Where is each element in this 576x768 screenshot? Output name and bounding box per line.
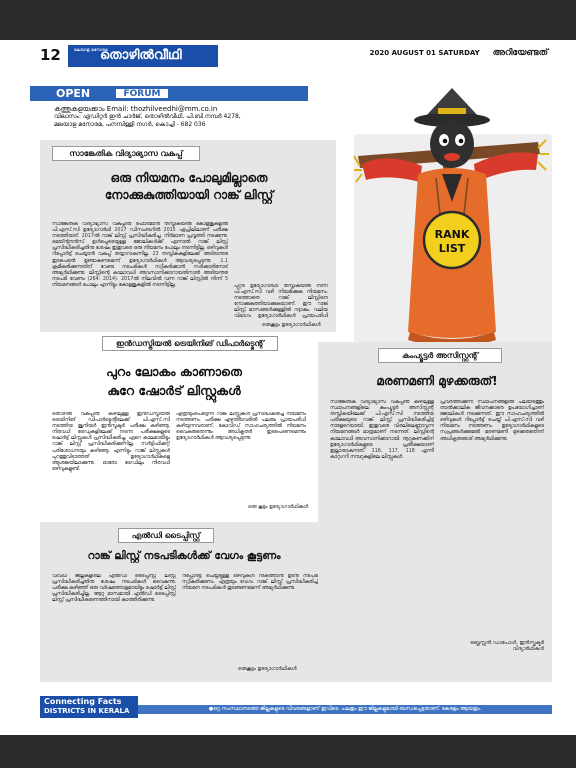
article1-col1: സാങ്കേതിക വിദ്യാഭ്യാസ വകുപ്പിൽ ഫോർമാൻ തസ്തികയിൽ കോളജുകളിൽ പി.എസ്.സി ഉദ്യോഗാർഥി 2017 ഡിസംബറിൽ 2015 ഏപ്രിലിലാണ് പരീക്ഷ നടത്തിയത്. 2017ൽ റാങ്ക് ലിസ്റ്റ് പ്രസിദ്ധീകരിച്ചു. നിർമാണ പ്രവൃത്തി നടക്കുന്നു. മെയ്ന്റനൻസ് ഉൾപ്പെടെയുള്ള ജോലികൾക്ക് എന്നാൽ റാങ്ക് ലിസ്റ്റ് പ്രസിദ്ധീകരിച്ചതിനു ശേഷം ഇതുവരെ ഒരു നിയമനം പോലും നടന്നിട്ടില്ല. ഒഴിവുകൾ റിപ്പോർട്ട് ചെയ്യാൻ വകുപ്പ് തയ്യാറാകുന്നില്ല. 23 തസ്തികകളിലേക്ക് അടിയന്തര ഇടപെടൽ ഉണ്ടാകണമെന്ന് ഉദ്യോഗാർഥികൾ ആവശ്യപ്പെടുന്നു. 1.1 ക്രമീകരിക്കുന്നതിന് വേണ്ട നടപടികൾ സ്വീകരിക്കാൻ സർക്കാരിനോട് അഭ്യർഥിക്കുന്നു. ലിസ്റ്റിന്റെ കാലാവധി അവസാനിക്കാറായതിനാൽ അടിയന്തര നടപടി വേണം (264: 2014). 2017ൽ നിലവിൽ വന്ന റാങ്ക് ലിസ്റ്റിൽ നിന്ന് 5 നിയമനങ്ങൾ പോലും എന്നിട്ടും കോളജുകളിൽ നടന്നിട്ടില്ല. bbox=[52, 222, 228, 288]
section-label: അറിയേണ്ടത് bbox=[492, 48, 548, 58]
contact-email: കത്തുകളയക്കാം Email: thozhilveedhi@mm.co.in bbox=[54, 105, 218, 113]
connecting-facts-box bbox=[40, 696, 138, 718]
contact-info bbox=[54, 105, 354, 129]
contact-address-2: മലയാള മനോരമ, പനമ്പിള്ളി നഗർ, കൊച്ചി - 682 036 bbox=[54, 121, 206, 128]
reader-top-bar bbox=[0, 0, 576, 40]
article4-section: കംപ്യൂട്ടർ അസിസ്റ്റന്റ് bbox=[378, 348, 502, 363]
footer-subtitle: DISTRICTS IN KERALA bbox=[44, 707, 130, 715]
page-number: 12 bbox=[40, 46, 61, 64]
reader-bottom-bar bbox=[0, 735, 576, 768]
footer-strip: ●ഒറ്റ സംസ്ഥാനത്തെ ജില്ലകളുടെ വിവരങ്ങളാണ് ഇവിടെ. പലതും ഈ ജില്ലകളുമായി ബന്ധപ്പെട്ടതാണ്. കേരളം ആയതും. bbox=[138, 705, 552, 714]
article2-col2: എത്രയുംപെട്ടെന്ന് റാങ്ക് ലിസ്റ്റുകൾ പ്രസിദ്ധീകരിച്ച് നിയമനം നടത്തണം. പരീക്ഷ എഴുതിയവരിൽ പലരും പ്രായപരിധി കഴിയുന്നവരാണ്. കോവിഡ് സാഹചര്യത്തിൽ നിയമനം വൈകരുതെന്നും അധികൃതർ ഇടപെടണമെന്നും ഉദ്യോഗാർഥികൾ ആവശ്യപ്പെടുന്നു. bbox=[176, 412, 306, 442]
article2-section: ഇൻഡസ്ട്രിയൽ ട്രെയിനിങ് ഡിപാർട്മെന്റ് bbox=[102, 336, 278, 351]
brand-small: മലയാള മനോരമ bbox=[74, 47, 108, 52]
article4-headline: മരണമണി മുഴക്കരുത്! bbox=[376, 374, 498, 388]
open-forum-band bbox=[30, 86, 308, 101]
article4-byline-2: വിദ്യാർഥികൾ bbox=[512, 646, 544, 652]
article3-byline: ഒരുകൂട്ടം ഉദ്യോഗാർഥികൾ bbox=[238, 666, 297, 672]
article2-headline-1: പുറം ലോകം കാണാതെ bbox=[106, 364, 242, 379]
article1-headline bbox=[44, 170, 334, 204]
footer-title: Connecting Facts bbox=[44, 697, 122, 706]
article2-headline bbox=[44, 362, 304, 400]
article3-col1: വിവിധ ജില്ലകളിലെ എൽഡി ടൈപ്പിസ്റ്റ് ലിസ്റ്റ് പ്രസിദ്ധീകരിച്ചതിനു ശേഷം നടപടികൾ വൈകുന്നു. പരീക്ഷ കഴിഞ്ഞ് ഒരു വർഷത്തോളമായിട്ടും ഷോർട്ട് ലിസ്റ്റ് പ്രസിദ്ധീകരിച്ചില്ല. ആറു മാസമായി എൽഡി ടൈപ്പിസ്റ്റ് ലിസ്റ്റ് പ്രസിദ്ധീകരണത്തിനായി കാത്തിരിക്കുന്നു. bbox=[52, 574, 176, 604]
article1-headline-1: ഒരു നിയമനം പോലുമില്ലാതെ bbox=[110, 171, 268, 185]
article3-headline: റാങ്ക് ലിസ്റ്റ് നടപടികൾക്ക് വേഗം കൂട്ടണം bbox=[87, 550, 281, 562]
badge-line2: LIST bbox=[438, 242, 466, 255]
brand-logo bbox=[68, 45, 218, 67]
issue-date: 2020 AUGUST 01 SATURDAY bbox=[369, 49, 480, 57]
open-label: OPEN bbox=[56, 87, 91, 100]
masthead-right bbox=[370, 48, 548, 58]
article3-section: എൽഡി ടൈപ്പിസ്റ്റ് bbox=[118, 528, 214, 543]
article1-byline: ഒരുകൂട്ടം ഉദ്യോഗാർഥികൾ bbox=[262, 322, 321, 328]
article1-headline-2: നോക്കുകുത്തിയായി റാങ്ക് ലിസ്റ്റ് bbox=[104, 188, 274, 202]
article2-byline: ഒരു കൂട്ടം ഉദ്യോഗാർഥികൾ bbox=[248, 504, 309, 510]
article4-col1: സാങ്കേതിക വിദ്യാഭ്യാസ വകുപ്പിനു കീഴിലുള്ള സ്ഥാപനങ്ങളിലെ കംപ്യൂട്ടർ അസിസ്റ്റന്റ് തസ്തികയിലേക്ക് പി.എസ്.സി നടത്തിയ പരീക്ഷയുടെ റാങ്ക് ലിസ്റ്റ് പ്രസിദ്ധീകരിച്ചിട്ട് നാളേറെയായി. ഇതുവരെ വിരലിലെണ്ണാവുന്ന നിയമനങ്ങൾ മാത്രമാണ് നടന്നത്. ലിസ്റ്റിന്റെ കാലാവധി അവസാനിക്കാറായി. നൂറുകണക്കിന് ഉദ്യോഗാർഥികളുടെ പ്രതീക്ഷയാണ് ഇല്ലാതാകുന്നത്. 116, 117, 118 എന്നീ കാറ്റഗറി നമ്പറുകളിലെ ലിസ്റ്റുകൾ. bbox=[330, 400, 434, 460]
brand-title: തൊഴിൽവീഥി bbox=[100, 48, 182, 63]
newspaper-page bbox=[30, 42, 552, 735]
article3-col2: റിപ്പോർട്ട് ചെയ്തിട്ടുള്ള ഒഴിവുകൾ നികത്താൻ ഉടൻ നടപടി സ്വീകരിക്കണം. എത്രയും വേഗം റാങ്ക് ലിസ്റ്റ് പ്രസിദ്ധീകരിച്ച് നിയമന നടപടികൾ തുടങ്ങണമെന്ന് അഭ്യർഥിക്കുന്നു. bbox=[182, 574, 318, 592]
article2-col1: തൊഴിൽ വകുപ്പിനു കീഴിലുള്ള ഇൻഡസ്ട്രിയൽ ട്രെയിനിങ് ഡിപാർട്മെന്റിലേക്ക് പി.എസ്.സി നടത്തിയ ജൂനിയർ ഇൻസ്ട്രക്ടർ പരീക്ഷ കഴിഞ്ഞു. നിരവധി ട്രേഡുകളിലേക്ക് നടന്ന പരീക്ഷകളുടെ ഷോർട്ട് ലിസ്റ്റുകൾ പ്രസിദ്ധീകരിച്ചു. ഏറെ കാലമായിട്ടും റാങ്ക് ലിസ്റ്റ് പ്രസിദ്ധീകരിക്കുന്നില്ല. സർട്ടിഫിക്കറ്റ് പരിശോധനയും കഴിഞ്ഞു. എന്നിട്ടും റാങ്ക് ലിസ്റ്റുകൾ പുറത്തുവിടാത്തത് ഉദ്യോഗാർഥികളെ ആശങ്കയിലാക്കുന്നു. ഓരോ ട്രേഡിലും നിരവധി ഒഴിവുകളുണ്ട്. bbox=[52, 412, 170, 472]
badge-line1: RANK bbox=[434, 228, 470, 241]
article1-col2: പുറ്റർ ഉദ്യോഗാർഥി തസ്തികയിൽ നിന്ന് പി.എസ്.സി വഴി നിയമിക്കുക നിയമനം. നടത്താതെ റാങ്ക് ലിസ്റ്റിനെ നോക്കുകുത്തിയാക്കുകയാണ്. ഈ റാങ്ക് ലിസ്റ്റ് മാസങ്ങൾക്കുള്ളിൽ റദ്ദാകും. വലിയ വിഭാഗം ഉദ്യോഗാർഥികൾ പ്രായപരിധി bbox=[234, 284, 328, 320]
article1-section: സാങ്കേതിക വിദ്യാഭ്യാസ വകുപ്പ് bbox=[52, 146, 200, 161]
scarecrow-illustration bbox=[348, 82, 552, 382]
article4-byline-1: ബ്ലെസ്സൻ ഡാപോൾ, ഇൻസ്ട്രക്ടർ bbox=[470, 640, 544, 646]
article4-col2: പ്രവർത്തിക്കുന്ന സ്ഥാപനങ്ങളിൽ പലയിടത്തും താൽക്കാലിക ജീവനക്കാരെ ഉപയോഗിച്ചാണ് ജോലികൾ നടക്കുന്നത്. ഈ സാഹചര്യത്തിൽ ഒഴിവുകൾ റിപ്പോർട്ട് ചെയ്ത് പി.എസ്.സി വഴി നിയമനം നടത്തണം. ഉദ്യോഗാർഥികളുടെ സ്വപ്നങ്ങൾക്കുമേൽ മരണമണി മുഴക്കരുതെന്ന് അധികൃതരോട് അഭ്യർഥിക്കുന്നു. bbox=[440, 400, 544, 442]
contact-address-1: വിലാസം: എഡിറ്റർ ഇൻ ചാർജ്, തൊഴിൽവീഥി, പി.ബി.നമ്പർ 4278, bbox=[54, 113, 241, 120]
forum-label: FORUM bbox=[114, 87, 170, 100]
masthead bbox=[30, 42, 552, 68]
article2-headline-2: കുറേ ഷോർട് ലിസ്റ്റുകൾ bbox=[107, 383, 241, 398]
article4-byline bbox=[450, 640, 544, 652]
